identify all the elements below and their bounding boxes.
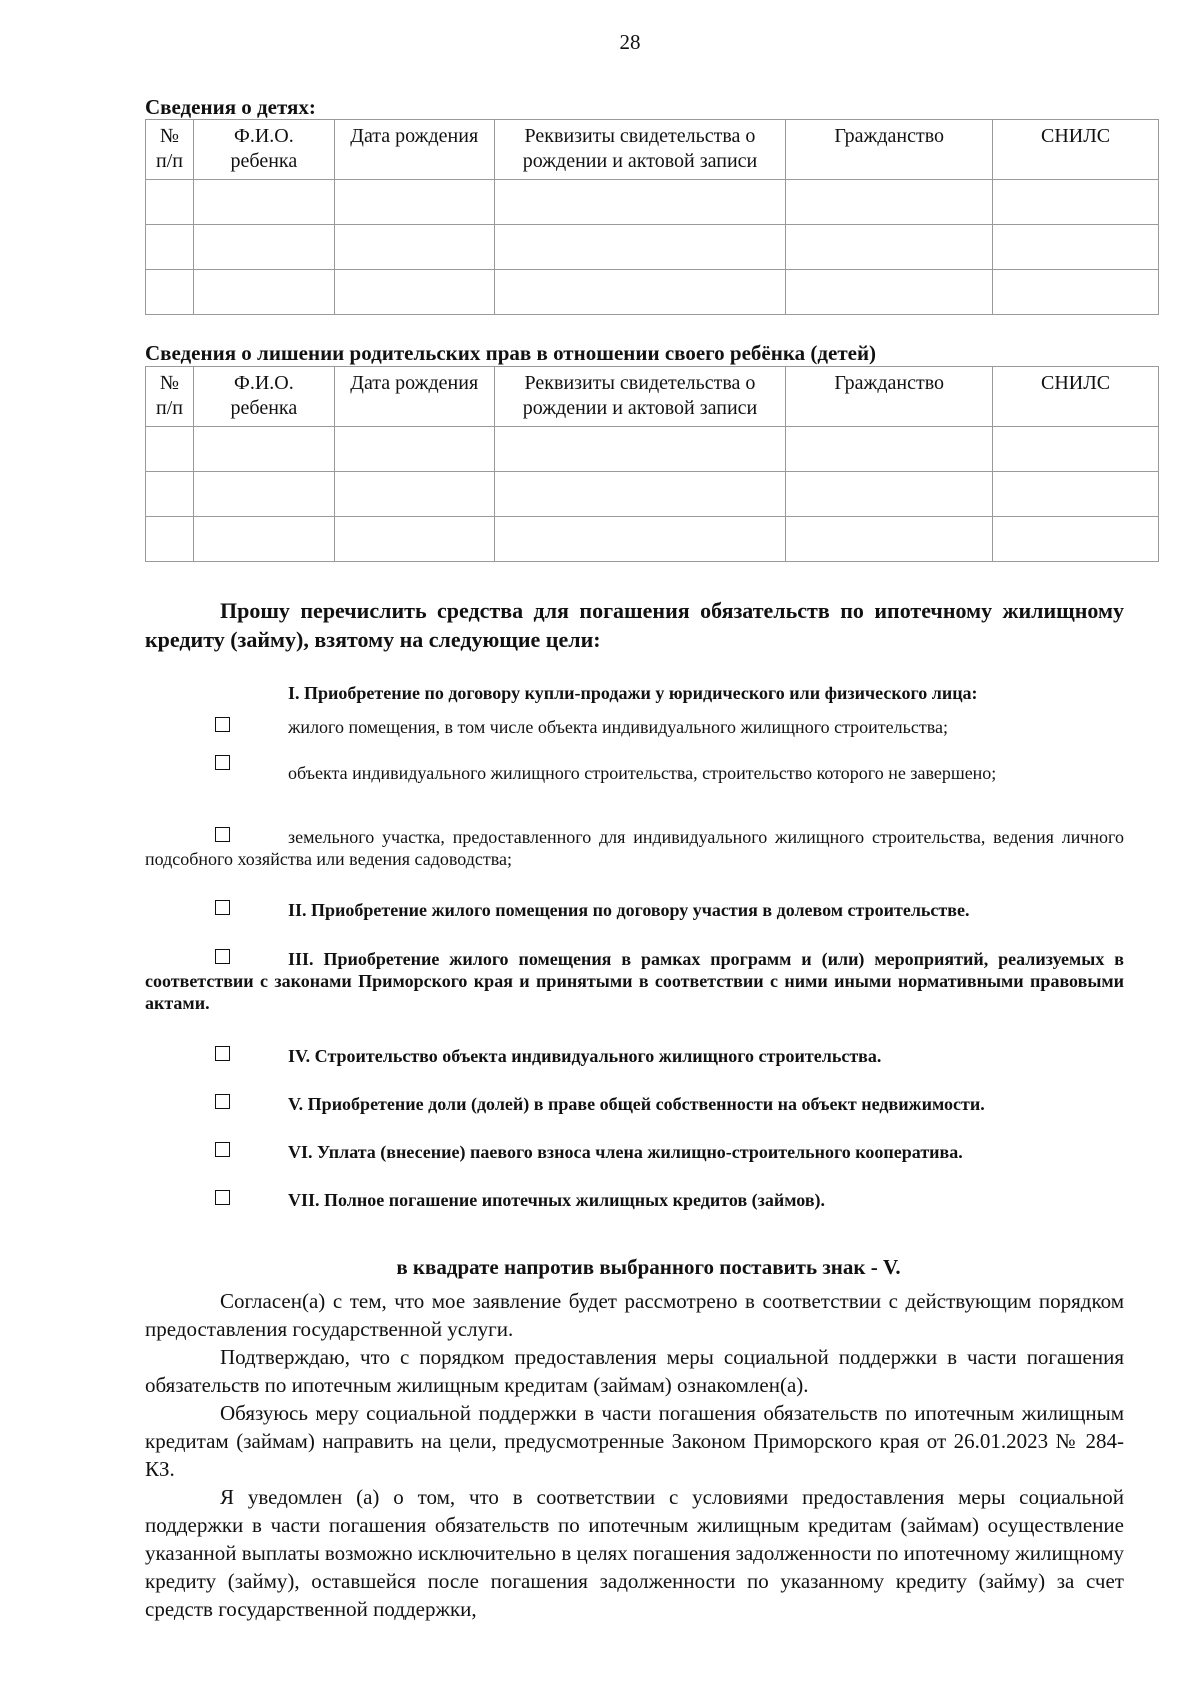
table-cell[interactable] (786, 270, 993, 315)
header-citizenship: Гражданство (786, 120, 993, 180)
header-number: № п/п (146, 120, 194, 180)
header-birth-date: Дата рождения (334, 120, 494, 180)
option-unfinished-construction: объекта индивидуального жилищного строительства, строительство которого не завершено; (288, 763, 997, 783)
option-full-repayment: VII. Полное погашение ипотечных жилищных кредитов (займов). (288, 1190, 826, 1210)
table-cell[interactable] (786, 427, 993, 472)
table-cell[interactable] (146, 180, 194, 225)
option-shared-construction: II. Приобретение жилого помещения по договору участия в долевом строительстве. (288, 900, 970, 920)
option-regional-programs: III. Приобретение жилого помещения в рамках программ и (или) мероприятий, реализуемых в соответствии с законами Приморского края и принятыми в соответствии с ними иными нормативными правовыми актами. (145, 949, 1124, 1013)
table-cell[interactable] (146, 225, 194, 270)
table-cell[interactable] (193, 472, 334, 517)
table-cell[interactable] (334, 180, 494, 225)
table-cell[interactable] (494, 270, 786, 315)
table-cell[interactable] (494, 225, 786, 270)
option-land-plot: земельного участка, предоставленного для индивидуального жилищного строительства, ведения личного подсобного хозяйства или ведения садоводства; (145, 827, 1124, 869)
table-cell[interactable] (786, 517, 993, 562)
table-cell[interactable] (146, 270, 194, 315)
table-cell[interactable] (193, 270, 334, 315)
table-cell[interactable] (494, 517, 786, 562)
header-citizenship: Гражданство (786, 367, 993, 427)
header-certificate: Реквизиты свидетельства о рождении и актовой записи (494, 120, 786, 180)
consent-paragraph: Согласен(а) с тем, что мое заявление будет рассмотрено в соответствии с действующим порядком предоставления государственной услуги. (145, 1289, 1124, 1341)
table-cell[interactable] (146, 517, 194, 562)
table-row (146, 427, 1159, 472)
table-cell[interactable] (193, 225, 334, 270)
option-shared-ownership: V. Приобретение доли (долей) в праве общей собственности на объект недвижимости. (288, 1094, 985, 1114)
children-table-header-row (146, 120, 1159, 180)
acknowledgement-paragraph: Подтверждаю, что с порядком предоставления меры социальной поддержки в части погашения обязательств по ипотечным жилищным кредитам (займам) ознакомлен(а). (145, 1345, 1124, 1397)
instruction-text: в квадрате напротив выбранного поставить знак - V. (396, 1255, 901, 1279)
table-cell[interactable] (993, 225, 1159, 270)
header-snils: СНИЛС (993, 367, 1159, 427)
deprivation-table (145, 366, 1159, 562)
table-cell[interactable] (193, 427, 334, 472)
table-cell[interactable] (334, 472, 494, 517)
header-certificate: Реквизиты свидетельства о рождении и актовой записи (494, 367, 786, 427)
table-cell[interactable] (993, 180, 1159, 225)
table-row (146, 180, 1159, 225)
header-number: № п/п (146, 367, 194, 427)
table-cell[interactable] (786, 472, 993, 517)
table-row (146, 472, 1159, 517)
table-cell[interactable] (334, 225, 494, 270)
table-cell[interactable] (494, 472, 786, 517)
table-cell[interactable] (494, 427, 786, 472)
option-cooperative-fee: VI. Уплата (внесение) паевого взноса члена жилищно-строительного кооператива. (288, 1142, 963, 1162)
table-cell[interactable] (146, 427, 194, 472)
table-cell[interactable] (786, 225, 993, 270)
table-cell[interactable] (993, 472, 1159, 517)
header-child-name: Ф.И.О. ребенка (193, 120, 334, 180)
table-cell[interactable] (993, 517, 1159, 562)
notification-paragraph: Я уведомлен (а) о том, что в соответствии с условиями предоставления меры социальной поддержки в части погашения обязательств по ипотечным жилищным кредитам (займам) осуществление указанной выплаты возможно исключительно в целях погашения задолженности по ипотечному жилищному кредиту (займу), оставшейся после погашения задолженности по указанному кредиту (займу) за счет средств государственной поддержки, (145, 1485, 1124, 1621)
table-cell[interactable] (334, 517, 494, 562)
table-cell[interactable] (494, 180, 786, 225)
table-row (146, 225, 1159, 270)
table-cell[interactable] (334, 427, 494, 472)
children-table (145, 119, 1159, 315)
table-cell[interactable] (993, 427, 1159, 472)
table-cell[interactable] (193, 180, 334, 225)
table-cell[interactable] (334, 270, 494, 315)
children-section-title: Сведения о детях: (145, 95, 316, 119)
table-cell[interactable] (786, 180, 993, 225)
table-row (146, 517, 1159, 562)
purpose-heading: Прошу перечислить средства для погашения обязательств по ипотечному жилищному кредиту (займу), взятому на следующие цели: (145, 598, 1124, 652)
table-cell[interactable] (146, 472, 194, 517)
header-child-name: Ф.И.О. ребенка (193, 367, 334, 427)
table-cell[interactable] (993, 270, 1159, 315)
group1-title: I. Приобретение по договору купли-продажи у юридического или физического лица: (288, 683, 978, 703)
option-individual-construction: IV. Строительство объекта индивидуального жилищного строительства. (288, 1046, 882, 1066)
header-birth-date: Дата рождения (334, 367, 494, 427)
page-number: 28 (619, 30, 641, 54)
table-row (146, 270, 1159, 315)
table-cell[interactable] (193, 517, 334, 562)
obligation-paragraph: Обязуюсь меру социальной поддержки в части погашения обязательств по ипотечным жилищным кредитам (займам) направить на цели, предусмотренные Законом Приморского края от 26.01.2023 № 284-КЗ. (145, 1401, 1124, 1481)
deprivation-section-title: Сведения о лишении родительских прав в отношении своего ребёнка (детей) (145, 341, 877, 365)
header-snils: СНИЛС (993, 120, 1159, 180)
option-residential-premises: жилого помещения, в том числе объекта индивидуального жилищного строительства; (288, 717, 948, 737)
deprivation-table-header-row (146, 367, 1159, 427)
